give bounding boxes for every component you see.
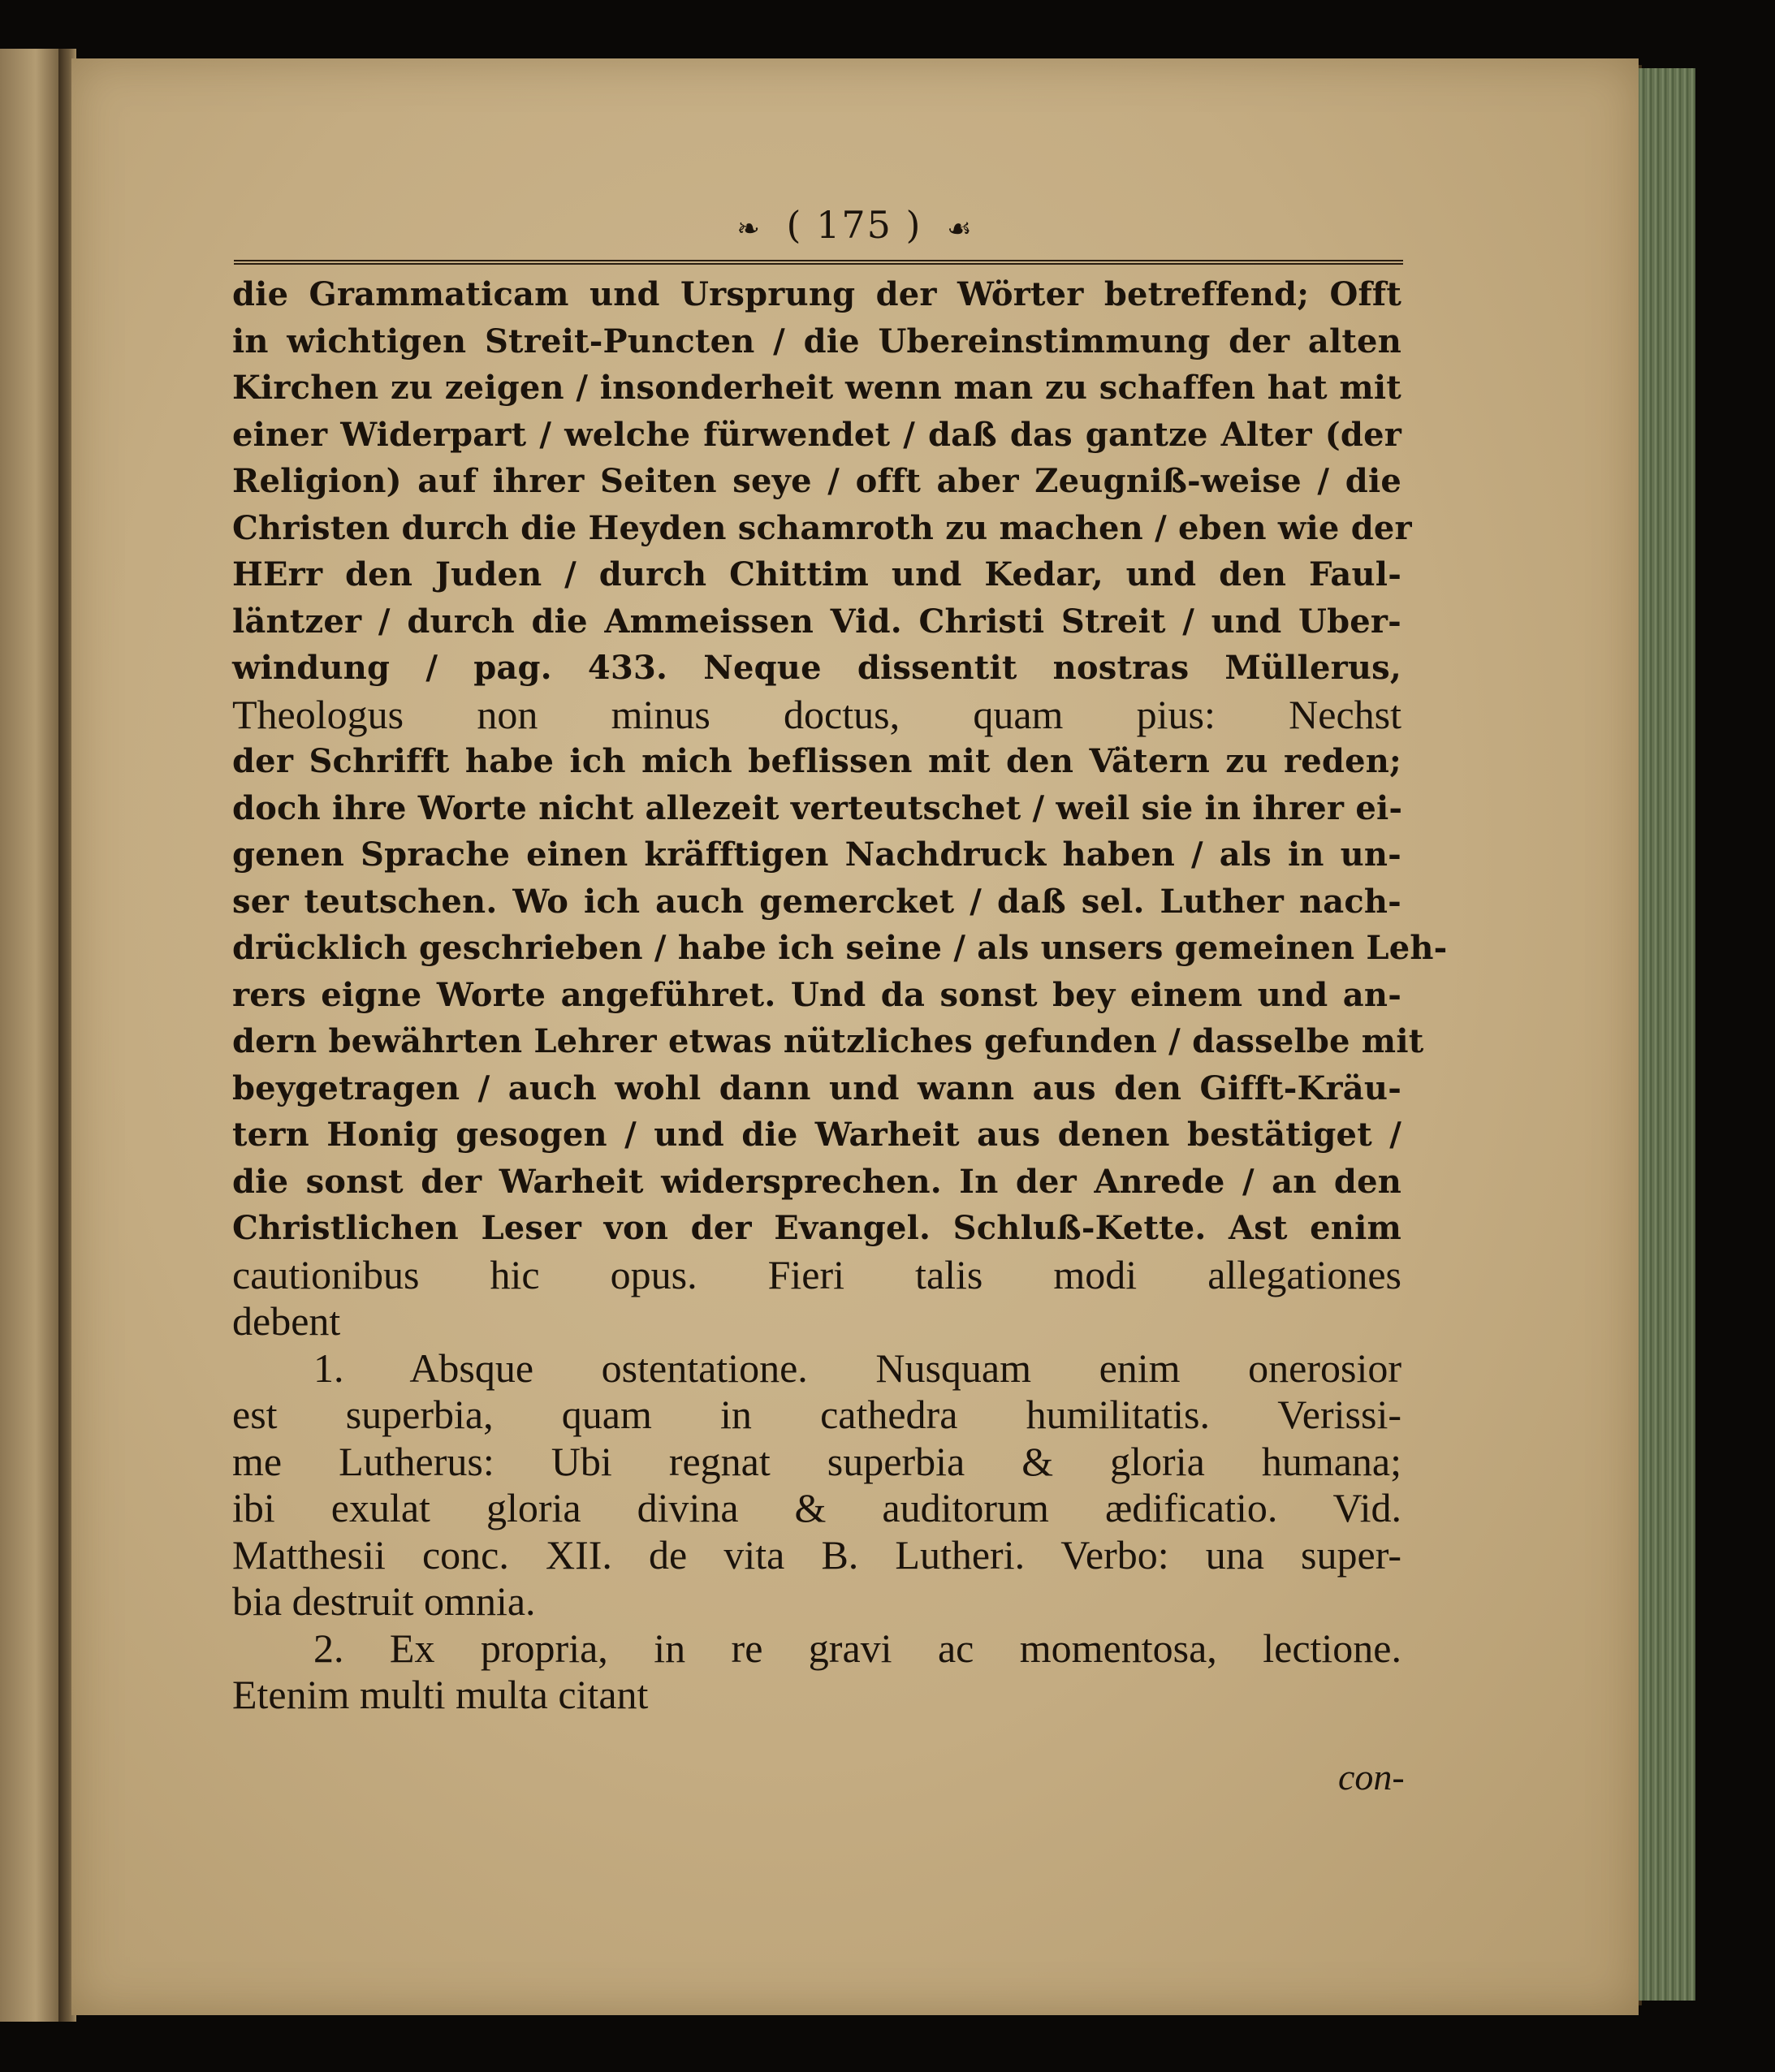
text-line: der Schrifft habe ich mich beflissen mit den Vätern zu reden; (232, 742, 1401, 780)
text-line: drücklich geschrieben / habe ich seine / als unsers gemeinen Leh- (232, 929, 1448, 967)
book-page (71, 58, 1639, 2015)
text-line: me Lutherus: Ubi regnat superbia & gloria humana; (232, 1438, 1401, 1484)
text-line: in wichtigen Streit-Puncten / die Ubereinstimmung der alten (232, 322, 1401, 360)
facing-page-edge (0, 49, 65, 2022)
text-line: Christen durch die Heyden schamroth zu machen / eben wie der (232, 508, 1412, 547)
text-line: Religion) auf ihrer Seiten seye / offt aber Zeugniß-weise / die (232, 462, 1401, 500)
text-line: genen Sprache einen kräfftigen Nachdruck haben / als in un- (232, 835, 1401, 874)
text-line: einer Widerpart / welche fürwendet / daß das gantze Alter (der (232, 415, 1401, 454)
text-line: dern bewährten Lehrer etwas nützliches gefunden / dasselbe mit (232, 1022, 1424, 1060)
header-rule (234, 260, 1403, 265)
ornament-right-icon: ☙ (947, 213, 974, 245)
text-line: doch ihre Worte nicht allezeit verteutschet / weil sie in ihrer ei- (232, 788, 1403, 827)
text-line: Christlichen Leser von der Evangel. Schluß-Kette. Ast enim (232, 1209, 1401, 1247)
text-line: 1. Absque ostentatione. Nusquam enim onerosior (313, 1345, 1401, 1391)
text-line: beygetragen / auch wohl dann und wann aus den Gifft-Kräu- (232, 1068, 1401, 1107)
text-line: ser teutschen. Wo ich auch gemercket / daß sel. Luther nach- (232, 882, 1401, 921)
book-block-edges (1639, 68, 1695, 2001)
text-line: bia destruit omnia. (232, 1578, 536, 1624)
text-line: HErr den Juden / durch Chittim und Kedar, und den Faul- (232, 555, 1401, 594)
text-line: windung / pag. 433. Neque dissentit nostras Müllerus, (232, 649, 1401, 687)
text-line: est superbia, quam in cathedra humilitatis. Verissi- (232, 1392, 1401, 1437)
catchword: con- (1338, 1756, 1405, 1798)
text-line: läntzer / durch die Ammeissen Vid. Christi Streit / und Uber- (232, 602, 1401, 641)
text-line: ibi exulat gloria divina & auditorum ædificatio. Vid. (232, 1485, 1401, 1530)
text-line: die sonst der Warheit widersprechen. In der Anrede / an den (232, 1162, 1401, 1201)
ornament-left-icon: ❧ (736, 213, 762, 245)
page-header (71, 203, 1639, 247)
page-number: ( 175 ) (786, 203, 922, 247)
text-line: Etenim multi multa citant (232, 1672, 649, 1717)
text-line: Kirchen zu zeigen / insonderheit wenn man zu schaffen hat mit (232, 369, 1401, 407)
text-line: debent (232, 1298, 341, 1344)
text-line: tern Honig gesogen / und die Warheit aus denen bestätiget / (232, 1116, 1401, 1154)
text-line: die Grammaticam und Ursprung der Wörter betreffend; Offt (232, 275, 1401, 313)
text-line: Matthesii conc. XII. de vita B. Lutheri. Verbo: una super- (232, 1531, 1401, 1578)
text-line: rers eigne Worte angeführet. Und da sonst bey einem und an- (232, 975, 1401, 1014)
text-line: Theologus non minus doctus, quam pius: Nechst (232, 691, 1401, 737)
text-line: cautionibus hic opus. Fieri talis modi allegationes (232, 1251, 1401, 1297)
body-text (232, 271, 1448, 1719)
text-line: 2. Ex propria, in re gravi ac momentosa, lectione. (313, 1625, 1401, 1671)
